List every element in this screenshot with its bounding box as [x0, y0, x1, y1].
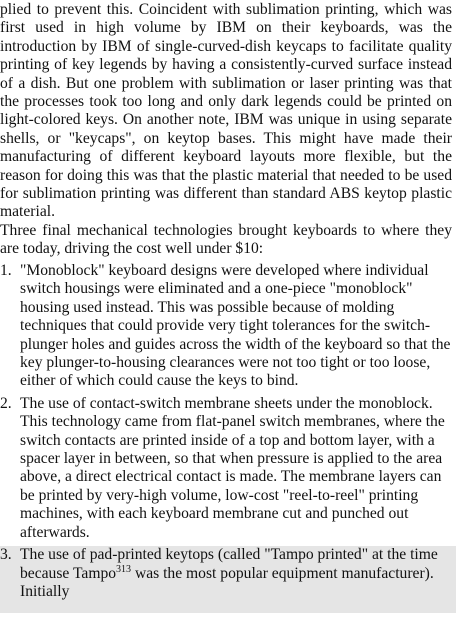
list-marker: 2.: [0, 394, 12, 412]
list-marker: 1.: [0, 262, 12, 279]
paragraph-sublimation-printing: plied to prevent this. Coincident with sublimation printing, which was first used in high volume by IBM on their keyboards, was the introduction by IBM of single-curved-dish keycaps to facilitate quality printing of key legends by having a consistently-curved surface instead of a dish. But one problem with sublimation or laser printing was that the processes took too long and only dark legends could be printed on light-colored keys. On another note, IBM was unique in using separate shells, or "keycaps", on keytop bases. This might have made their manufacturing of different keyboard layouts more flexible, but the reason for doing this was that the plastic material that needed to be used for sublimation printing was different than standard ABS keytop plastic material.: [0, 1, 452, 221]
footnote-reference[interactable]: 313: [116, 563, 132, 575]
list-item-text: The use of contact-switch membrane sheets under the monoblock. This technology came from flat-panel switch membranes, where the switch contacts are printed inside of a top and bottom layer, with a spacer layer in between, so that when pressure is applied to the area above, a direct electrical contact is made. The membrane layers can be printed by very-high volume, low-cost "reel-to-reel" printing machines, with each keyboard membrane cut and punched out afterwards.: [20, 394, 445, 541]
list-item-membrane: [0, 395, 456, 542]
list-item-text: "Monoblock" keyboard designs were developed where individual switch housings were eliminated and a one-piece "monoblock" housing used instead. This was possible because of molding techniques that could provide very tight tolerances for the switch-plunger holes and guides across the width of the keyboard so that the key plunger-to-housing clearances were not too tight or too loose, either of which could cause the keys to bind.: [20, 262, 451, 390]
paragraph-final-technologies-intro: Three final mechanical technologies brought keyboards to where they are today, driving the cost well under $10:: [0, 222, 452, 258]
list-item-monoblock: [0, 262, 456, 391]
list-item-pad-printed: [0, 546, 456, 613]
list-item-text-after: was the most popular equipment manufacturer). Initially: [20, 564, 434, 600]
list-item-text-before: The use of pad-printed keytops (called "Tampo printed" at the time because Tampo: [20, 546, 438, 582]
list-marker: 3.: [0, 546, 12, 564]
technologies-list: [0, 262, 456, 617]
